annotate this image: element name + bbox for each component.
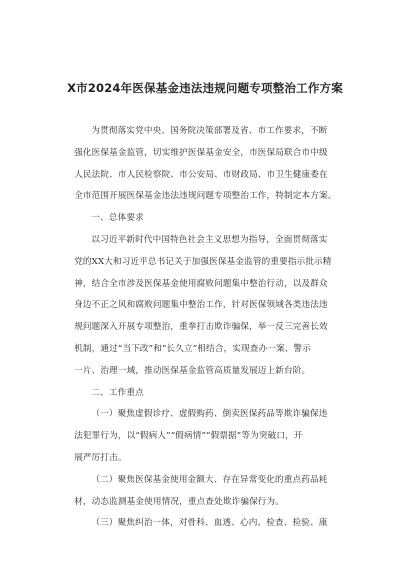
section-heading-work-priorities [57, 383, 347, 405]
text-line: 党的XX大和习近平总书记关于加强医保基金监管的重要指示批示精 [74, 256, 332, 267]
text-line: 展严厉打击。 [74, 452, 127, 463]
text-line: 神，结合全市涉及医保基金使用腐败问题集中整治行动，以及群众 [74, 278, 328, 289]
text-line: 为贯彻落实党中央、国务院决策部署及省、市工作要求，不断 [91, 126, 328, 136]
text-line: 材，动态监测基金使用情况，重点查处欺诈骗保行为。 [74, 496, 285, 507]
text-line: 一片、治理一域，推动医保基金监管高质量发展迈上新台阶。 [74, 365, 311, 376]
intro-paragraph [57, 121, 347, 208]
document-title: X市2024年医保基金违法违规问题专项整治工作方案 [67, 81, 343, 95]
priority-item-1 [57, 404, 347, 469]
text-line: （二）聚焦医保基金使用金额大、存在异常变化的重点药品耗 [91, 474, 328, 485]
section-heading-text: 二、工作重点 [91, 387, 144, 398]
text-line: 人民法院、市人民检察院、市公安局、市财政局、市卫生健康委在 [74, 169, 328, 180]
text-line: 强化医保基金监管，切实维护医保基金安全，市医保局联合市中级 [74, 147, 328, 158]
general-requirements-paragraph [57, 230, 347, 383]
text-line: 身边不正之风和腐败问题集中整治工作，针对医保领域各类违法违 [74, 300, 328, 311]
text-line: 机制，通过“当下改”和“长久立”相结合，实现查办一案、警示 [74, 343, 311, 354]
text-line: 全市范围开展医保基金违法违规问题专项整治工作，特制定本方案。 [74, 191, 337, 202]
section-heading-general-requirements [57, 208, 347, 230]
section-heading-text: 一、总体要求 [91, 213, 144, 224]
text-line: 法犯罪行为，以“假病人”“假病情”“假票据”等为突破口，开 [74, 431, 303, 442]
text-line: 以习近平新时代中国特色社会主义思想为指导，全面贯彻落实 [91, 234, 328, 245]
priority-item-2 [57, 470, 347, 514]
text-line: 规问题深入开展专项整治，重拳打击欺诈骗保，举一反三完善长效 [74, 322, 328, 333]
text-line: （三）聚焦纠治一体，对骨科、血透、心内、检查、检验、康 [91, 518, 328, 529]
document-body [57, 121, 347, 535]
priority-item-3 [57, 513, 347, 535]
text-line: （一）聚焦虚假诊疗、虚假购药、倒卖医保药品等欺诈骗保违 [91, 409, 328, 420]
